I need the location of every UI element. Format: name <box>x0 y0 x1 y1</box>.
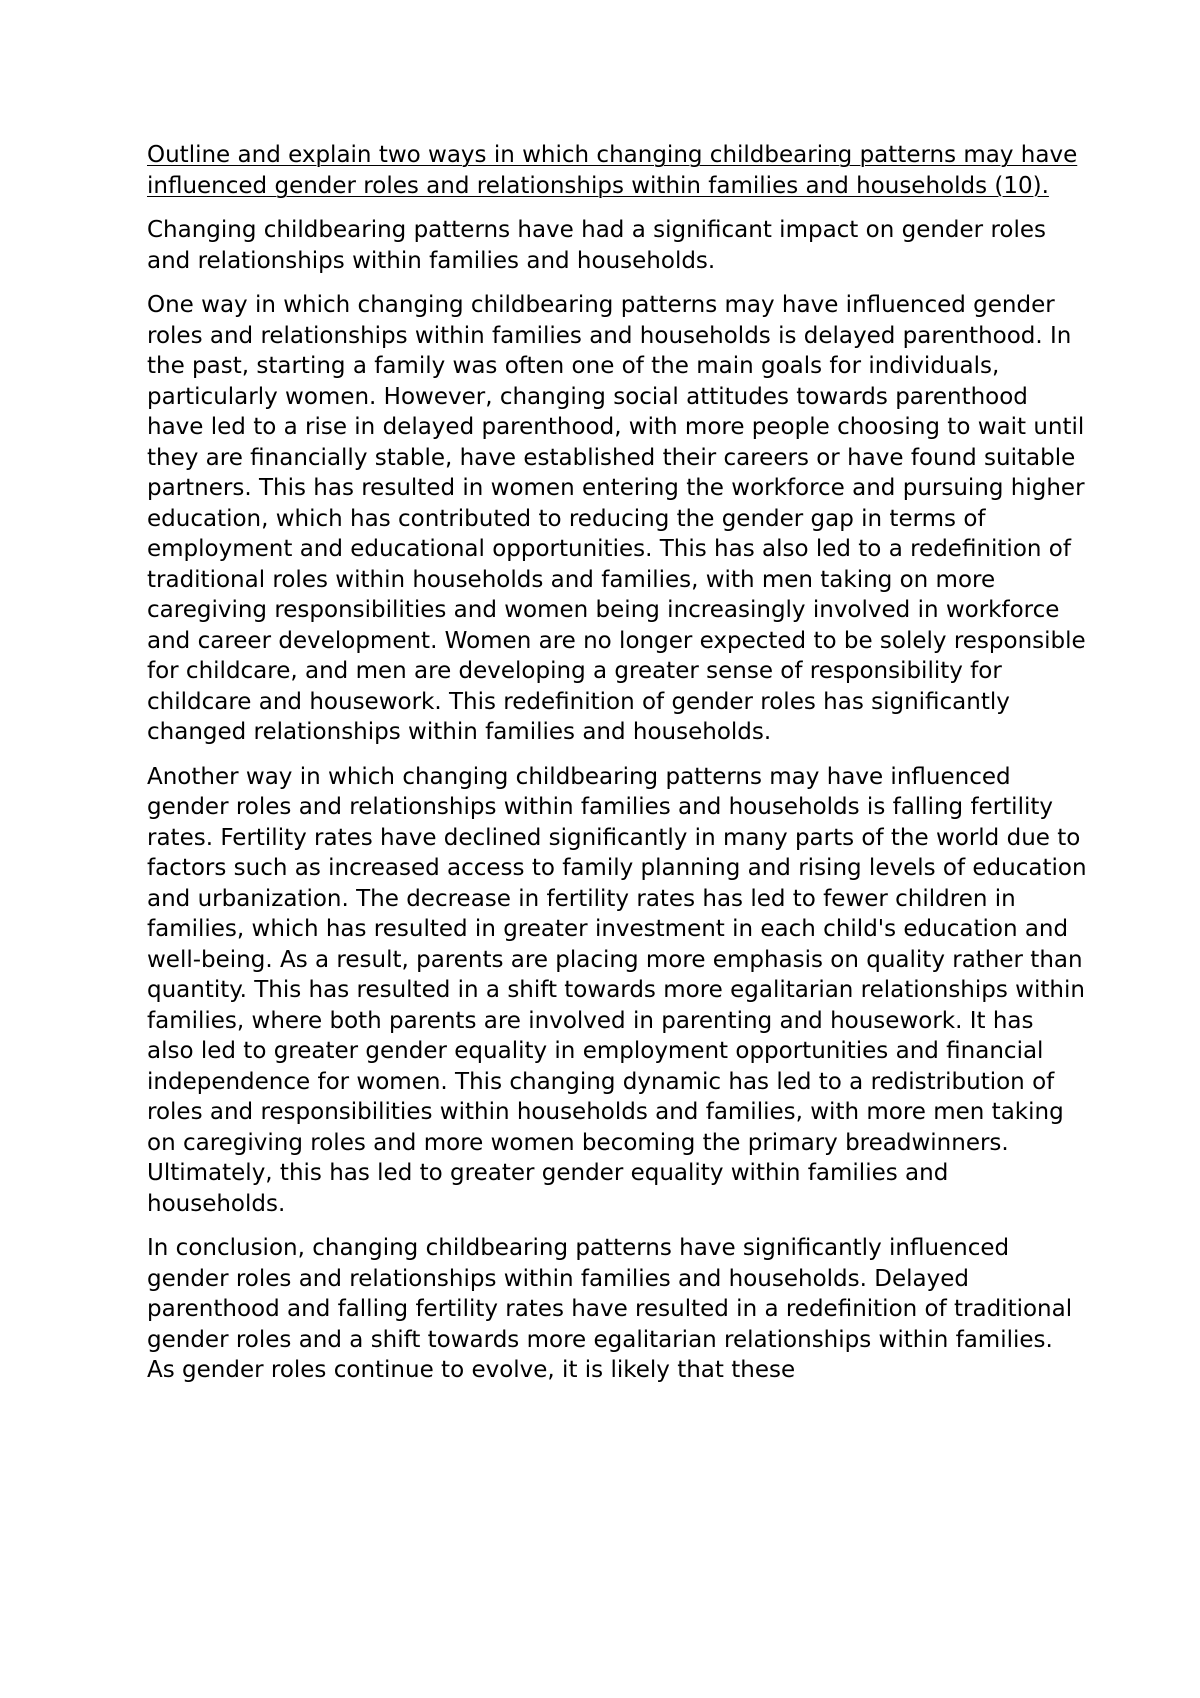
fertility-rates-paragraph: Another way in which changing childbearing patterns may have influenced gender roles and relationships within families and households is falling fertility rates. Fertility rates have declined significantly in many parts of the world due to factors such as increased access to family planning and rising levels of education and urbanization. The decrease in fertility rates has led to fewer children in families, which has resulted in greater investment in each child's education and well-being. As a result, parents are placing more emphasis on quality rather than quantity. This has resulted in a shift towards more egalitarian relationships within families, where both parents are involved in parenting and housework. It has also led to greater gender equality in employment opportunities and financial independence for women. This changing dynamic has led to a redistribution of roles and responsibilities within households and families, with more men taking on caregiving roles and more women becoming the primary breadwinners. Ultimately, this has led to greater gender equality within families and households. <box>147 763 1087 1217</box>
delayed-parenthood-paragraph: One way in which changing childbearing patterns may have influenced gender roles and relationships within families and households is delayed parenthood. In the past, starting a family was often one of the main goals for individuals, particularly women. However, changing social attitudes towards parenthood have led to a rise in delayed parenthood, with more people choosing to wait until they are financially stable, have established their careers or have found suitable partners. This has resulted in women entering the workforce and pursuing higher education, which has contributed to reducing the gender gap in terms of employment and educational opportunities. This has also led to a redefinition of traditional roles within households and families, with men taking on more caregiving responsibilities and women being increasingly involved in workforce and career development. Women are no longer expected to be solely responsible for childcare, and men are developing a greater sense of responsibility for childcare and housework. This redefinition of gender roles has significantly changed relationships within families and households. <box>147 292 1086 745</box>
essay-question-heading: Outline and explain two ways in which changing childbearing patterns may have influenced gender roles and relationships within families and households (10). <box>147 142 1078 199</box>
document-body <box>147 140 1087 1400</box>
conclusion-paragraph: In conclusion, changing childbearing patterns have significantly influenced gender roles and relationships within families and households. Delayed parenthood and falling fertility rates have resulted in a redefinition of traditional gender roles and a shift towards more egalitarian relationships within families. As gender roles continue to evolve, it is likely that these <box>147 1235 1073 1383</box>
intro-paragraph: Changing childbearing patterns have had a significant impact on gender roles and relationships within families and households. <box>147 217 1046 274</box>
